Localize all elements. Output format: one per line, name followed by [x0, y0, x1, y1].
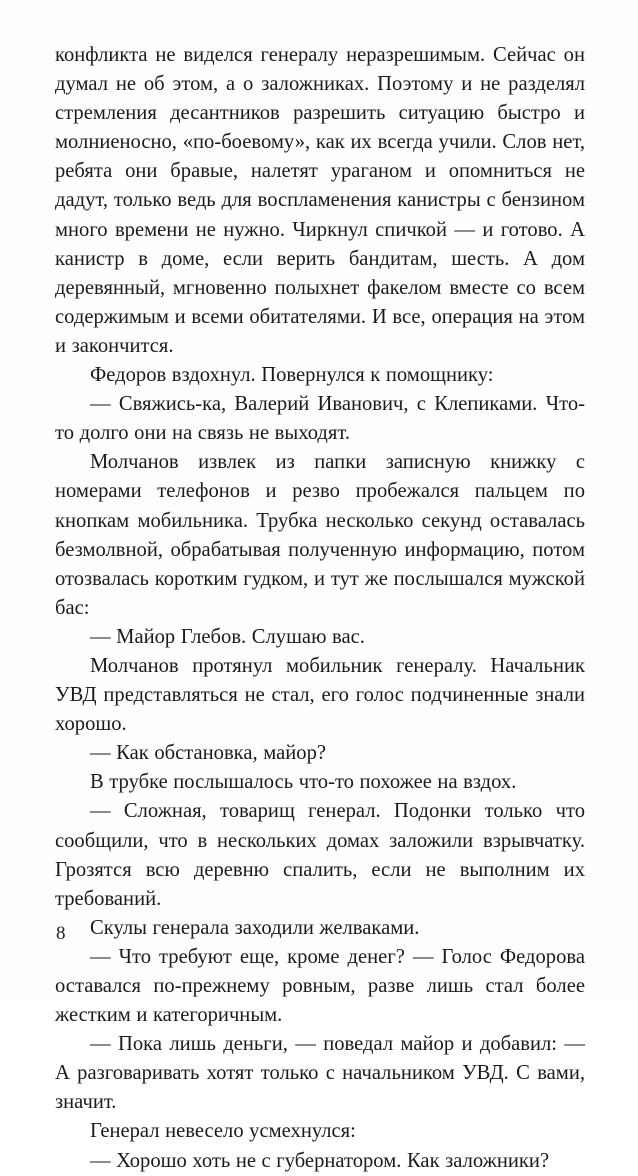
- paragraph-dialogue: — Хорошо хоть не с губернатором. Как заложники?: [90, 1149, 550, 1172]
- paragraph: Скулы генерала заходили желваками.: [90, 916, 420, 939]
- paragraph-dialogue: — Пока лишь деньги, — поведал майор и добавил: — А разговаривать хотят только с начальником УВД. С вами, значит.: [55, 1033, 585, 1114]
- page-text-block: [55, 41, 585, 1176]
- paragraph: Молчанов извлек из папки записную книжку с номерами телефонов и резво пробежался пальцем по кнопкам мобильника. Трубка несколько секунд оставалась безмолвной, обрабатывая полученную информацию, потом отозвалась коротким гудком, и тут же послышался мужской бас:: [55, 451, 585, 619]
- paragraph: конфликта не виделся генералу неразрешимым. Сейчас он думал не об этом, а о заложниках. Поэтому и не разделял стремления десантников разрешить ситуацию быстро и молниеносно, «по-боевому», как их всегда учили. Слов нет, ребята они бравые, налетят ураганом и опомниться не дадут, только ведь для воспламенения канистры с бензином много времени не нужно. Чиркнул спичкой — и готово. А канистр в доме, если верить бандитам, шесть. А дом деревянный, мгновенно полыхнет факелом вместе со всем содержимым и всеми обитателями. И все, операция на этом и закончится.: [55, 44, 585, 357]
- page-number: 8: [56, 923, 66, 944]
- paragraph-dialogue: — Майор Глебов. Слушаю вас.: [90, 625, 365, 648]
- paragraph-dialogue: — Как обстановка, майор?: [90, 742, 327, 765]
- paragraph-dialogue: — Сложная, товарищ генерал. Подонки только что сообщили, что в нескольких домах заложили взрывчатку. Грозятся всю деревню спалить, если не выполним их требований.: [55, 800, 585, 910]
- paragraph: Молчанов протянул мобильник генералу. Начальник УВД представляться не стал, его голос подчиненные знали хорошо.: [55, 654, 585, 736]
- paragraph-dialogue: — Свяжись-ка, Валерий Иванович, с Клепиками. Что-то долго они на связь не выходят.: [55, 393, 585, 445]
- paragraph: Федоров вздохнул. Повернулся к помощнику:: [90, 364, 494, 387]
- paragraph: Генерал невесело усмехнулся:: [90, 1120, 356, 1143]
- paragraph-dialogue: — Что требуют еще, кроме денег? — Голос Федорова оставался по-прежнему ровным, разве лишь стал более жестким и категоричным.: [55, 945, 585, 1027]
- paragraph: В трубке послышалось что-то похожее на вздох.: [90, 771, 517, 794]
